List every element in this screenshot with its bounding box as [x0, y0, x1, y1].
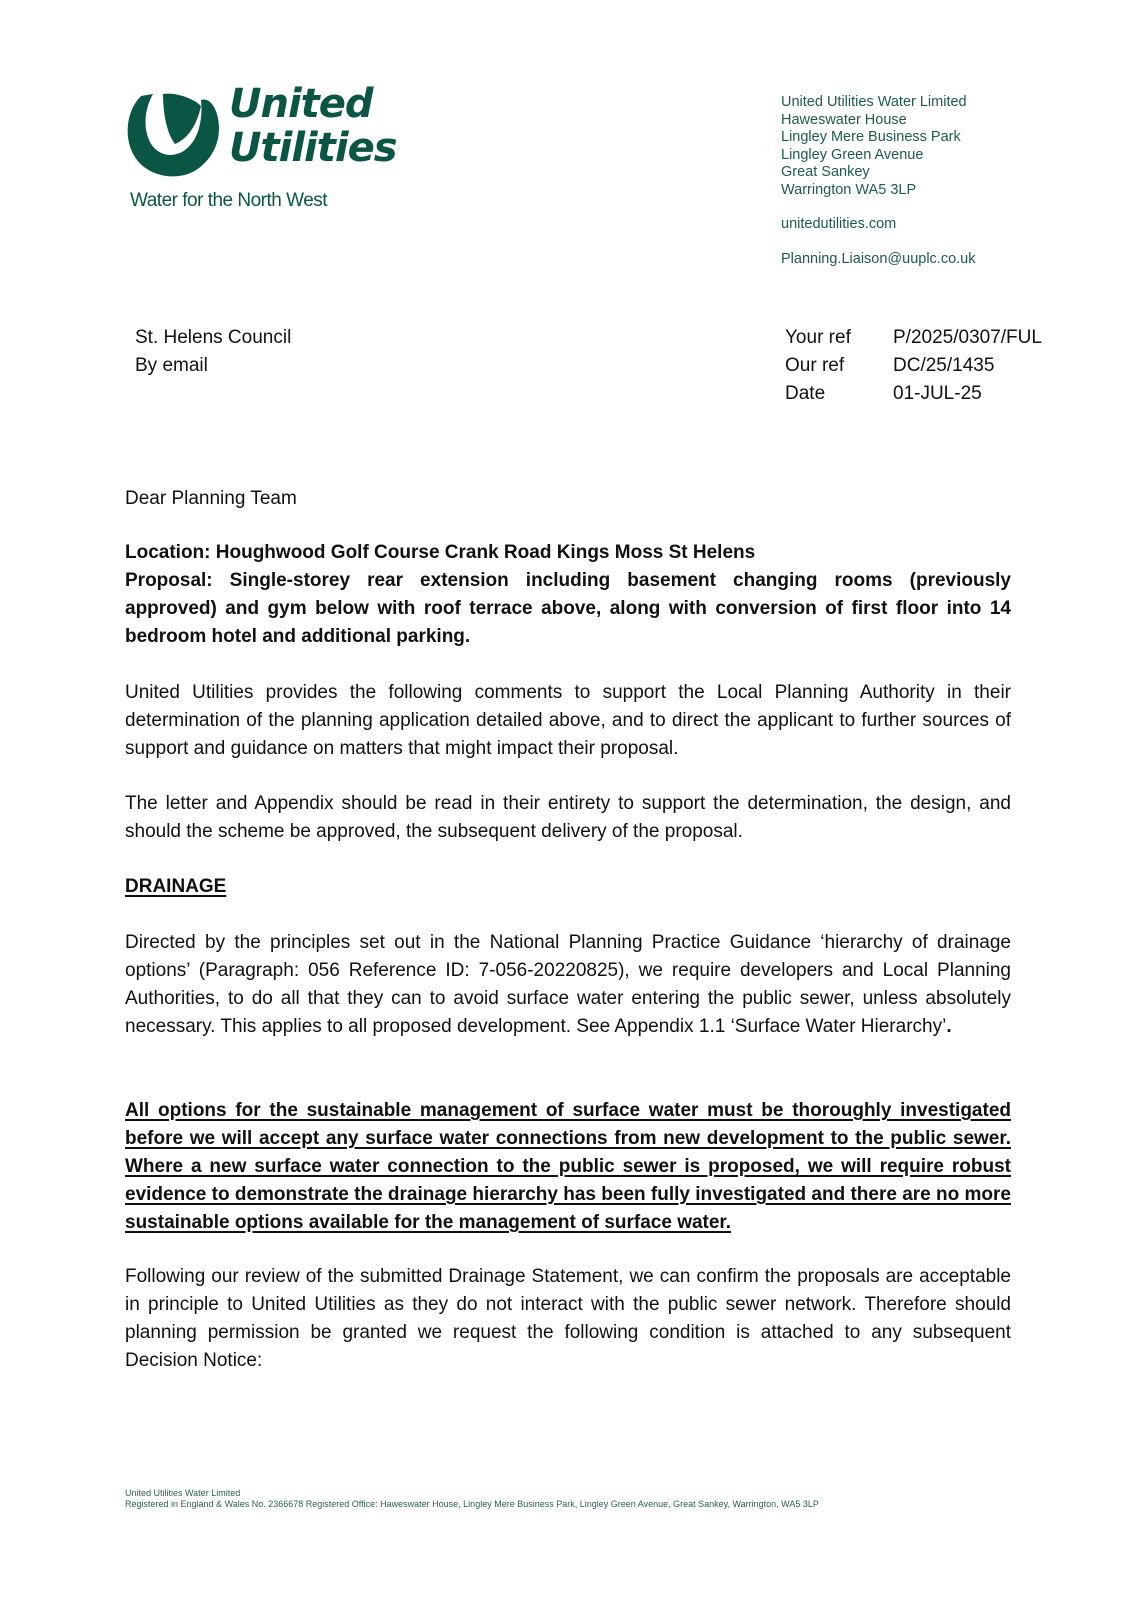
sender-address-line: United Utilities Water Limited — [781, 94, 967, 110]
sender-address-line: Great Sankey — [781, 164, 870, 180]
read-entirety-paragraph: The letter and Appendix should be read in their entirety to support the determination, the design, and should the scheme be approved, the subsequent delivery of the proposal. — [125, 793, 1011, 842]
page-footer — [125, 1488, 819, 1510]
recipient-delivery: By email — [135, 355, 208, 376]
sender-address-block — [781, 94, 975, 268]
ref-row-date — [785, 380, 1042, 408]
intro-paragraph: United Utilities provides the following comments to support the Local Planning Authority in their determination of the planning application detailed above, and to direct the applicant to further sources of support and guidance on matters that might impact their proposal. — [125, 682, 1011, 759]
logo-word-united: United — [229, 81, 373, 127]
ref-label: Date — [785, 383, 826, 404]
sender-address-line: Warrington WA5 3LP — [781, 181, 917, 198]
recipient-name: St. Helens Council — [135, 327, 292, 348]
proposal-paragraph: Proposal: Single-storey rear extension including basement changing rooms (previously approved) and gym below with roof terrace above, along with conversion of first floor into 14 bedroom hotel and additional parking. — [125, 570, 1011, 647]
surface-water-emphasis-paragraph: All options for the sustainable management of surface water must be thoroughly investigated before we will accept any surface water connections from new development to the public sewer. Where a new surface water connection to the public sewer is proposed, we will require robust evidence to demonstrate the drainage hierarchy has been fully investigated and there are no more sustainable options available for the management of surface water. — [125, 1100, 1011, 1233]
logo-tagline: Water for the North West — [130, 190, 328, 211]
united-utilities-logo — [123, 81, 397, 218]
ref-value: DC/25/1435 — [893, 355, 995, 376]
drainage-heading — [125, 873, 1011, 901]
ref-label: Your ref — [785, 327, 851, 348]
sender-email-link[interactable]: Planning.Liaison@uuplc.co.uk — [781, 250, 976, 267]
ref-value: P/2025/0307/FUL — [893, 327, 1042, 348]
logo-wordmark — [229, 82, 397, 170]
logo-word-utilities: Utilities — [229, 125, 397, 171]
reference-block — [785, 324, 1042, 408]
drainage-heading-text: DRAINAGE — [125, 876, 227, 897]
recipient-block — [135, 324, 291, 380]
ref-row-our-ref — [785, 352, 1042, 380]
location-line: Location: Houghwood Golf Course Crank Road Kings Moss St Helens — [125, 542, 756, 563]
drainage-paragraph-period: . — [946, 1016, 952, 1037]
following-review-paragraph: Following our review of the submitted Drainage Statement, we can confirm the proposals are acceptable in principle to United Utilities as they do not interact with the public sewer network. Therefore should planning permission be granted we request the following condition is attached to any subsequent Decision Notice: — [125, 1266, 1011, 1371]
ref-label: Our ref — [785, 355, 845, 376]
water-drop-u-icon — [123, 90, 223, 182]
sender-address-line: Lingley Mere Business Park — [781, 129, 961, 145]
sender-address-line: Haweswater House — [781, 111, 907, 128]
ref-value: 01-JUL-25 — [893, 383, 982, 404]
ref-row-your-ref — [785, 324, 1042, 352]
drainage-paragraph — [125, 929, 1011, 1041]
drainage-paragraph-text: Directed by the principles set out in the National Planning Practice Guidance ‘hierarchy of drainage options’ (Paragraph: 056 Reference ID: 7-056-20220825), we require developers and Local Planning Authorities, to do all that they can to avoid surface water entering the public sewer, unless absolutely necessary. This applies to all proposed development. See Appendix 1.1 ‘Surface Water Hierarchy’ — [125, 932, 1011, 1037]
footer-registration: Registered in England & Wales No. 2366678 Registered Office: Haweswater House, Lingley Mere Business Park, Lingley Green Avenue, Great Sankey, Warrington, WA5 3LP — [125, 1499, 819, 1509]
salutation: Dear Planning Team — [125, 488, 297, 509]
footer-company: United Utilities Water Limited — [125, 1488, 241, 1498]
sender-address-line: Lingley Green Avenue — [781, 146, 924, 163]
sender-website-link[interactable]: unitedutilities.com — [781, 216, 897, 232]
